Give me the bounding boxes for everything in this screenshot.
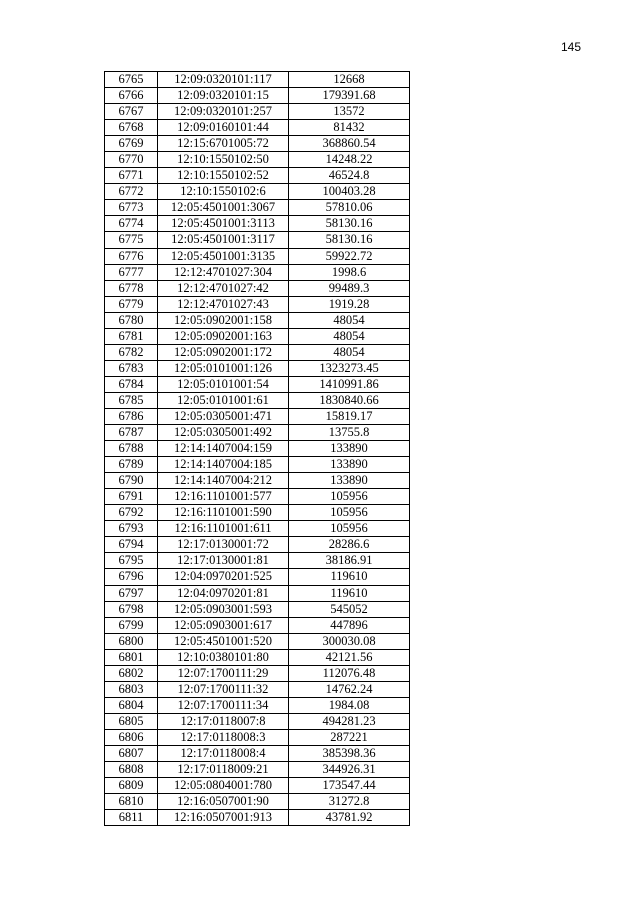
cadastral-number-cell: 12:05:0804001:780: [158, 778, 289, 794]
table-row: [105, 537, 410, 553]
row-index-cell: 6787: [105, 425, 158, 441]
cadastral-number-cell: 12:05:0902001:163: [158, 328, 289, 344]
value-cell: 43781.92: [289, 810, 410, 826]
row-index-cell: 6767: [105, 104, 158, 120]
cadastral-number-cell: 12:05:4501001:3067: [158, 200, 289, 216]
table-row: [105, 136, 410, 152]
cadastral-number-cell: 12:05:0101001:54: [158, 376, 289, 392]
row-index-cell: 6808: [105, 762, 158, 778]
row-index-cell: 6794: [105, 537, 158, 553]
cadastral-number-cell: 12:17:0130001:72: [158, 537, 289, 553]
cadastral-number-cell: 12:05:0902001:158: [158, 312, 289, 328]
cadastral-number-cell: 12:04:0970201:81: [158, 585, 289, 601]
table-row: [105, 376, 410, 392]
row-index-cell: 6800: [105, 633, 158, 649]
row-index-cell: 6780: [105, 312, 158, 328]
row-index-cell: 6807: [105, 745, 158, 761]
table-row: [105, 248, 410, 264]
table-row: [105, 489, 410, 505]
value-cell: 48054: [289, 312, 410, 328]
table-row: [105, 184, 410, 200]
value-cell: 48054: [289, 344, 410, 360]
cadastral-number-cell: 12:07:1700111:32: [158, 681, 289, 697]
table-row: [105, 104, 410, 120]
value-cell: 14762.24: [289, 681, 410, 697]
table-row: [105, 200, 410, 216]
value-cell: 12668: [289, 72, 410, 88]
value-cell: 28286.6: [289, 537, 410, 553]
row-index-cell: 6774: [105, 216, 158, 232]
row-index-cell: 6796: [105, 569, 158, 585]
cadastral-number-cell: 12:16:0507001:90: [158, 794, 289, 810]
cadastral-number-cell: 12:12:4701027:42: [158, 280, 289, 296]
value-cell: 15819.17: [289, 408, 410, 424]
value-cell: 14248.22: [289, 152, 410, 168]
cadastral-number-cell: 12:10:1550102:52: [158, 168, 289, 184]
row-index-cell: 6809: [105, 778, 158, 794]
value-cell: 99489.3: [289, 280, 410, 296]
row-index-cell: 6801: [105, 649, 158, 665]
cadastral-number-cell: 12:16:1101001:611: [158, 521, 289, 537]
row-index-cell: 6805: [105, 713, 158, 729]
row-index-cell: 6777: [105, 264, 158, 280]
row-index-cell: 6795: [105, 553, 158, 569]
cadastral-number-cell: 12:05:0903001:617: [158, 617, 289, 633]
value-cell: 81432: [289, 120, 410, 136]
cadastral-number-cell: 12:05:0903001:593: [158, 601, 289, 617]
value-cell: 105956: [289, 505, 410, 521]
value-cell: 494281.23: [289, 713, 410, 729]
value-cell: 287221: [289, 729, 410, 745]
value-cell: 59922.72: [289, 248, 410, 264]
table-row: [105, 88, 410, 104]
table-row: [105, 328, 410, 344]
value-cell: 385398.36: [289, 745, 410, 761]
table-row: [105, 713, 410, 729]
table-row: [105, 585, 410, 601]
value-cell: 133890: [289, 441, 410, 457]
value-cell: 545052: [289, 601, 410, 617]
cadastral-number-cell: 12:09:0320101:257: [158, 104, 289, 120]
table-row: [105, 665, 410, 681]
value-cell: 31272.8: [289, 794, 410, 810]
table-row: [105, 441, 410, 457]
table-row: [105, 601, 410, 617]
table-row: [105, 505, 410, 521]
value-cell: 1830840.66: [289, 392, 410, 408]
row-index-cell: 6786: [105, 408, 158, 424]
table-row: [105, 810, 410, 826]
value-cell: 1919.28: [289, 296, 410, 312]
row-index-cell: 6791: [105, 489, 158, 505]
value-cell: 57810.06: [289, 200, 410, 216]
row-index-cell: 6802: [105, 665, 158, 681]
table-row: [105, 729, 410, 745]
row-index-cell: 6770: [105, 152, 158, 168]
value-cell: 13755.8: [289, 425, 410, 441]
cadastral-number-cell: 12:05:0101001:61: [158, 392, 289, 408]
row-index-cell: 6806: [105, 729, 158, 745]
cadastral-number-cell: 12:05:4501001:3135: [158, 248, 289, 264]
cadastral-number-cell: 12:05:4501001:3117: [158, 232, 289, 248]
value-cell: 1998.6: [289, 264, 410, 280]
value-cell: 119610: [289, 569, 410, 585]
table-row: [105, 794, 410, 810]
value-cell: 173547.44: [289, 778, 410, 794]
value-cell: 100403.28: [289, 184, 410, 200]
cadastral-number-cell: 12:10:0380101:80: [158, 649, 289, 665]
table-row: [105, 553, 410, 569]
cadastral-number-cell: 12:09:0320101:15: [158, 88, 289, 104]
row-index-cell: 6766: [105, 88, 158, 104]
table-row: [105, 457, 410, 473]
table-row: [105, 120, 410, 136]
table-row: [105, 312, 410, 328]
table-row: [105, 168, 410, 184]
value-cell: 105956: [289, 489, 410, 505]
value-cell: 58130.16: [289, 216, 410, 232]
cadastral-number-cell: 12:16:0507001:913: [158, 810, 289, 826]
cadastral-number-cell: 12:10:1550102:50: [158, 152, 289, 168]
cadastral-number-cell: 12:05:0101001:126: [158, 360, 289, 376]
cadastral-number-cell: 12:17:0130001:81: [158, 553, 289, 569]
value-cell: 133890: [289, 473, 410, 489]
value-cell: 46524.8: [289, 168, 410, 184]
row-index-cell: 6765: [105, 72, 158, 88]
row-index-cell: 6768: [105, 120, 158, 136]
row-index-cell: 6781: [105, 328, 158, 344]
value-cell: 1410991.86: [289, 376, 410, 392]
cadastral-number-cell: 12:17:0118008:3: [158, 729, 289, 745]
table-row: [105, 633, 410, 649]
row-index-cell: 6771: [105, 168, 158, 184]
table-row: [105, 408, 410, 424]
cadastral-number-cell: 12:07:1700111:29: [158, 665, 289, 681]
row-index-cell: 6775: [105, 232, 158, 248]
cadastral-number-cell: 12:09:0160101:44: [158, 120, 289, 136]
table-row: [105, 762, 410, 778]
row-index-cell: 6792: [105, 505, 158, 521]
value-cell: 119610: [289, 585, 410, 601]
table-row: [105, 569, 410, 585]
table-row: [105, 216, 410, 232]
value-cell: 48054: [289, 328, 410, 344]
value-cell: 1323273.45: [289, 360, 410, 376]
table-row: [105, 72, 410, 88]
cadastral-number-cell: 12:05:0305001:471: [158, 408, 289, 424]
row-index-cell: 6778: [105, 280, 158, 296]
row-index-cell: 6810: [105, 794, 158, 810]
page-number: 145: [560, 40, 581, 54]
cadastral-number-cell: 12:14:1407004:212: [158, 473, 289, 489]
cadastral-number-cell: 12:05:0902001:172: [158, 344, 289, 360]
row-index-cell: 6779: [105, 296, 158, 312]
cadastral-number-cell: 12:07:1700111:34: [158, 697, 289, 713]
row-index-cell: 6797: [105, 585, 158, 601]
cadastral-number-cell: 12:16:1101001:577: [158, 489, 289, 505]
cadastral-number-cell: 12:05:4501001:520: [158, 633, 289, 649]
value-cell: 105956: [289, 521, 410, 537]
cadastral-number-cell: 12:14:1407004:185: [158, 457, 289, 473]
row-index-cell: 6773: [105, 200, 158, 216]
table-row: [105, 697, 410, 713]
table-row: [105, 521, 410, 537]
cadastral-number-cell: 12:04:0970201:525: [158, 569, 289, 585]
cadastral-number-cell: 12:05:4501001:3113: [158, 216, 289, 232]
cadastral-number-cell: 12:17:0118009:21: [158, 762, 289, 778]
row-index-cell: 6789: [105, 457, 158, 473]
table-row: [105, 617, 410, 633]
cadastral-number-cell: 12:05:0305001:492: [158, 425, 289, 441]
value-cell: 38186.91: [289, 553, 410, 569]
row-index-cell: 6811: [105, 810, 158, 826]
value-cell: 447896: [289, 617, 410, 633]
table-row: [105, 232, 410, 248]
table-body: [105, 72, 410, 826]
table-row: [105, 296, 410, 312]
table-row: [105, 649, 410, 665]
table-row: [105, 425, 410, 441]
value-cell: 42121.56: [289, 649, 410, 665]
value-cell: 133890: [289, 457, 410, 473]
row-index-cell: 6798: [105, 601, 158, 617]
cadastral-number-cell: 12:16:1101001:590: [158, 505, 289, 521]
table-row: [105, 360, 410, 376]
row-index-cell: 6772: [105, 184, 158, 200]
value-cell: 13572: [289, 104, 410, 120]
row-index-cell: 6783: [105, 360, 158, 376]
row-index-cell: 6784: [105, 376, 158, 392]
cadastral-number-cell: 12:12:4701027:43: [158, 296, 289, 312]
cadastral-number-cell: 12:10:1550102:6: [158, 184, 289, 200]
cadastral-number-cell: 12:17:0118007:8: [158, 713, 289, 729]
row-index-cell: 6803: [105, 681, 158, 697]
value-cell: 1984.08: [289, 697, 410, 713]
table-row: [105, 681, 410, 697]
table-row: [105, 264, 410, 280]
row-index-cell: 6785: [105, 392, 158, 408]
table-row: [105, 280, 410, 296]
cadastral-number-cell: 12:12:4701027:304: [158, 264, 289, 280]
row-index-cell: 6804: [105, 697, 158, 713]
table-row: [105, 778, 410, 794]
row-index-cell: 6790: [105, 473, 158, 489]
cadastral-number-cell: 12:09:0320101:117: [158, 72, 289, 88]
value-cell: 112076.48: [289, 665, 410, 681]
cadastral-number-cell: 12:15:6701005:72: [158, 136, 289, 152]
value-cell: 58130.16: [289, 232, 410, 248]
row-index-cell: 6793: [105, 521, 158, 537]
table-row: [105, 152, 410, 168]
row-index-cell: 6776: [105, 248, 158, 264]
cadastral-number-cell: 12:17:0118008:4: [158, 745, 289, 761]
value-cell: 300030.08: [289, 633, 410, 649]
table-row: [105, 344, 410, 360]
cadastral-number-cell: 12:14:1407004:159: [158, 441, 289, 457]
row-index-cell: 6788: [105, 441, 158, 457]
table-row: [105, 473, 410, 489]
row-index-cell: 6782: [105, 344, 158, 360]
row-index-cell: 6769: [105, 136, 158, 152]
row-index-cell: 6799: [105, 617, 158, 633]
table-row: [105, 745, 410, 761]
data-table: [104, 71, 410, 826]
value-cell: 344926.31: [289, 762, 410, 778]
value-cell: 368860.54: [289, 136, 410, 152]
table-row: [105, 392, 410, 408]
value-cell: 179391.68: [289, 88, 410, 104]
